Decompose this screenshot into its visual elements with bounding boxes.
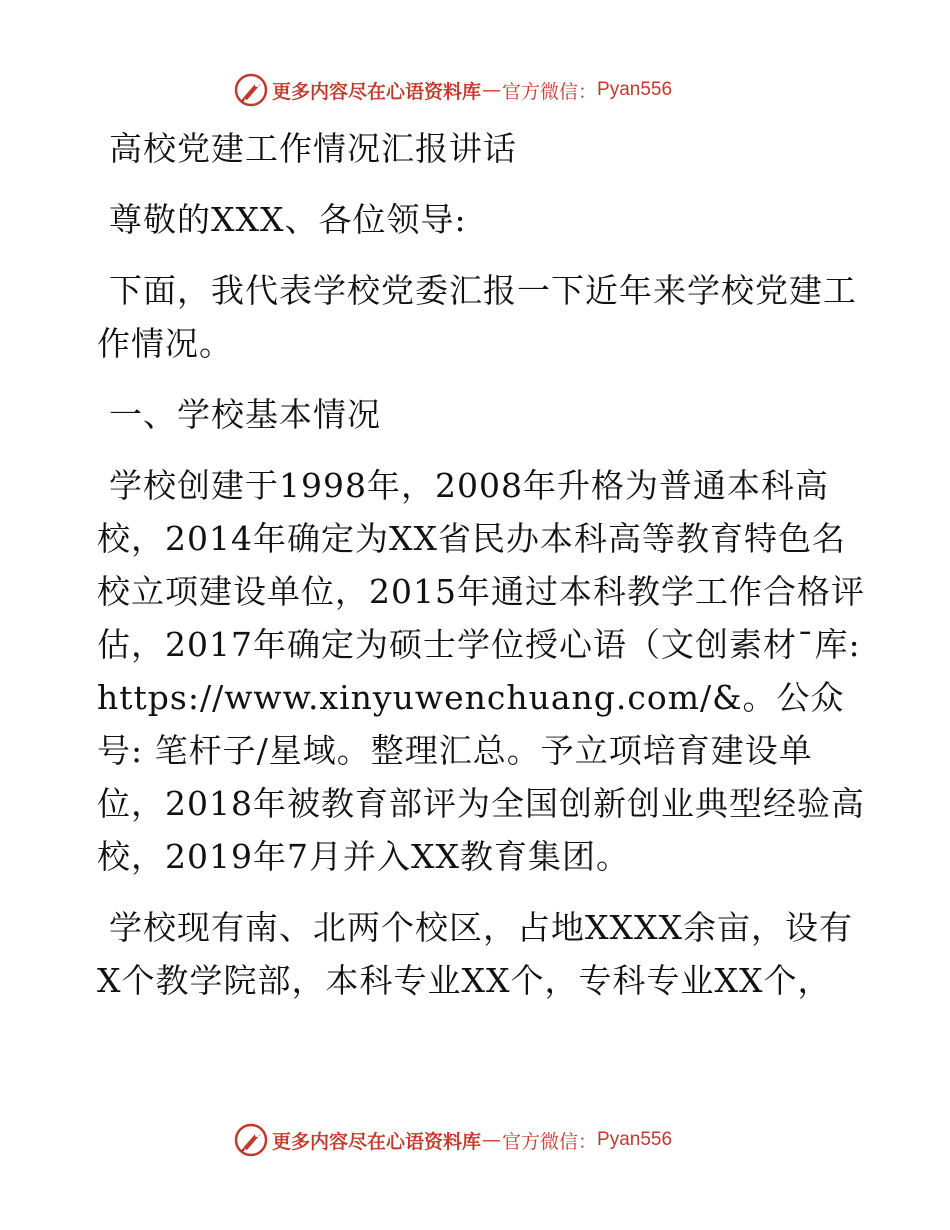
intro-paragraph: 下面，我代表学校党委汇报一下近年来学校党建工作情况。 xyxy=(97,271,857,363)
document-body xyxy=(97,122,867,1025)
header-banner-text: 更多内容尽在心语资料库 xyxy=(272,80,482,103)
section-heading: 一、学校基本情况 xyxy=(109,395,381,434)
footer-banner-wechat-label: 官方微信： xyxy=(502,1130,598,1153)
footer-watermark-banner xyxy=(234,1122,734,1158)
footer-banner-wechat-id: Pyan556 xyxy=(597,1129,673,1150)
document-title: 高校党建工作情况汇报讲话 xyxy=(109,129,517,168)
salutation: 尊敬的XXX、各位领导: xyxy=(109,200,467,239)
pen-logo-icon xyxy=(234,73,268,107)
header-watermark-banner xyxy=(234,72,734,108)
header-banner-wechat-id: Pyan556 xyxy=(597,79,673,100)
footer-banner-separator: — xyxy=(482,1129,502,1151)
body-paragraph: 学校创建于1998年，2008年升格为普通本科高校，2014年确定为XX省民办本科高等教育特色名校立项建设单位，2015年通过本科教学工作合格评估，2017年确定为硕士学位授心语（文创素材¯库: https://www.xinyuwenchuang.com/&。公众号: 笔杆子/星域。整理汇总。予立项培育建设单位，2018年被教育部评为全国创新创业典型经验高校，2019年7月并入XX教育集团。 xyxy=(97,466,865,876)
body-paragraph: 学校现有南、北两个校区，占地XXXX余亩，设有X个教学院部，本科专业XX个，专科专业XX个， xyxy=(97,908,853,1000)
header-banner-wechat-label: 官方微信： xyxy=(502,80,598,103)
header-banner-separator: — xyxy=(482,79,502,101)
footer-banner-text: 更多内容尽在心语资料库 xyxy=(272,1130,482,1153)
pen-logo-icon xyxy=(234,1123,268,1157)
